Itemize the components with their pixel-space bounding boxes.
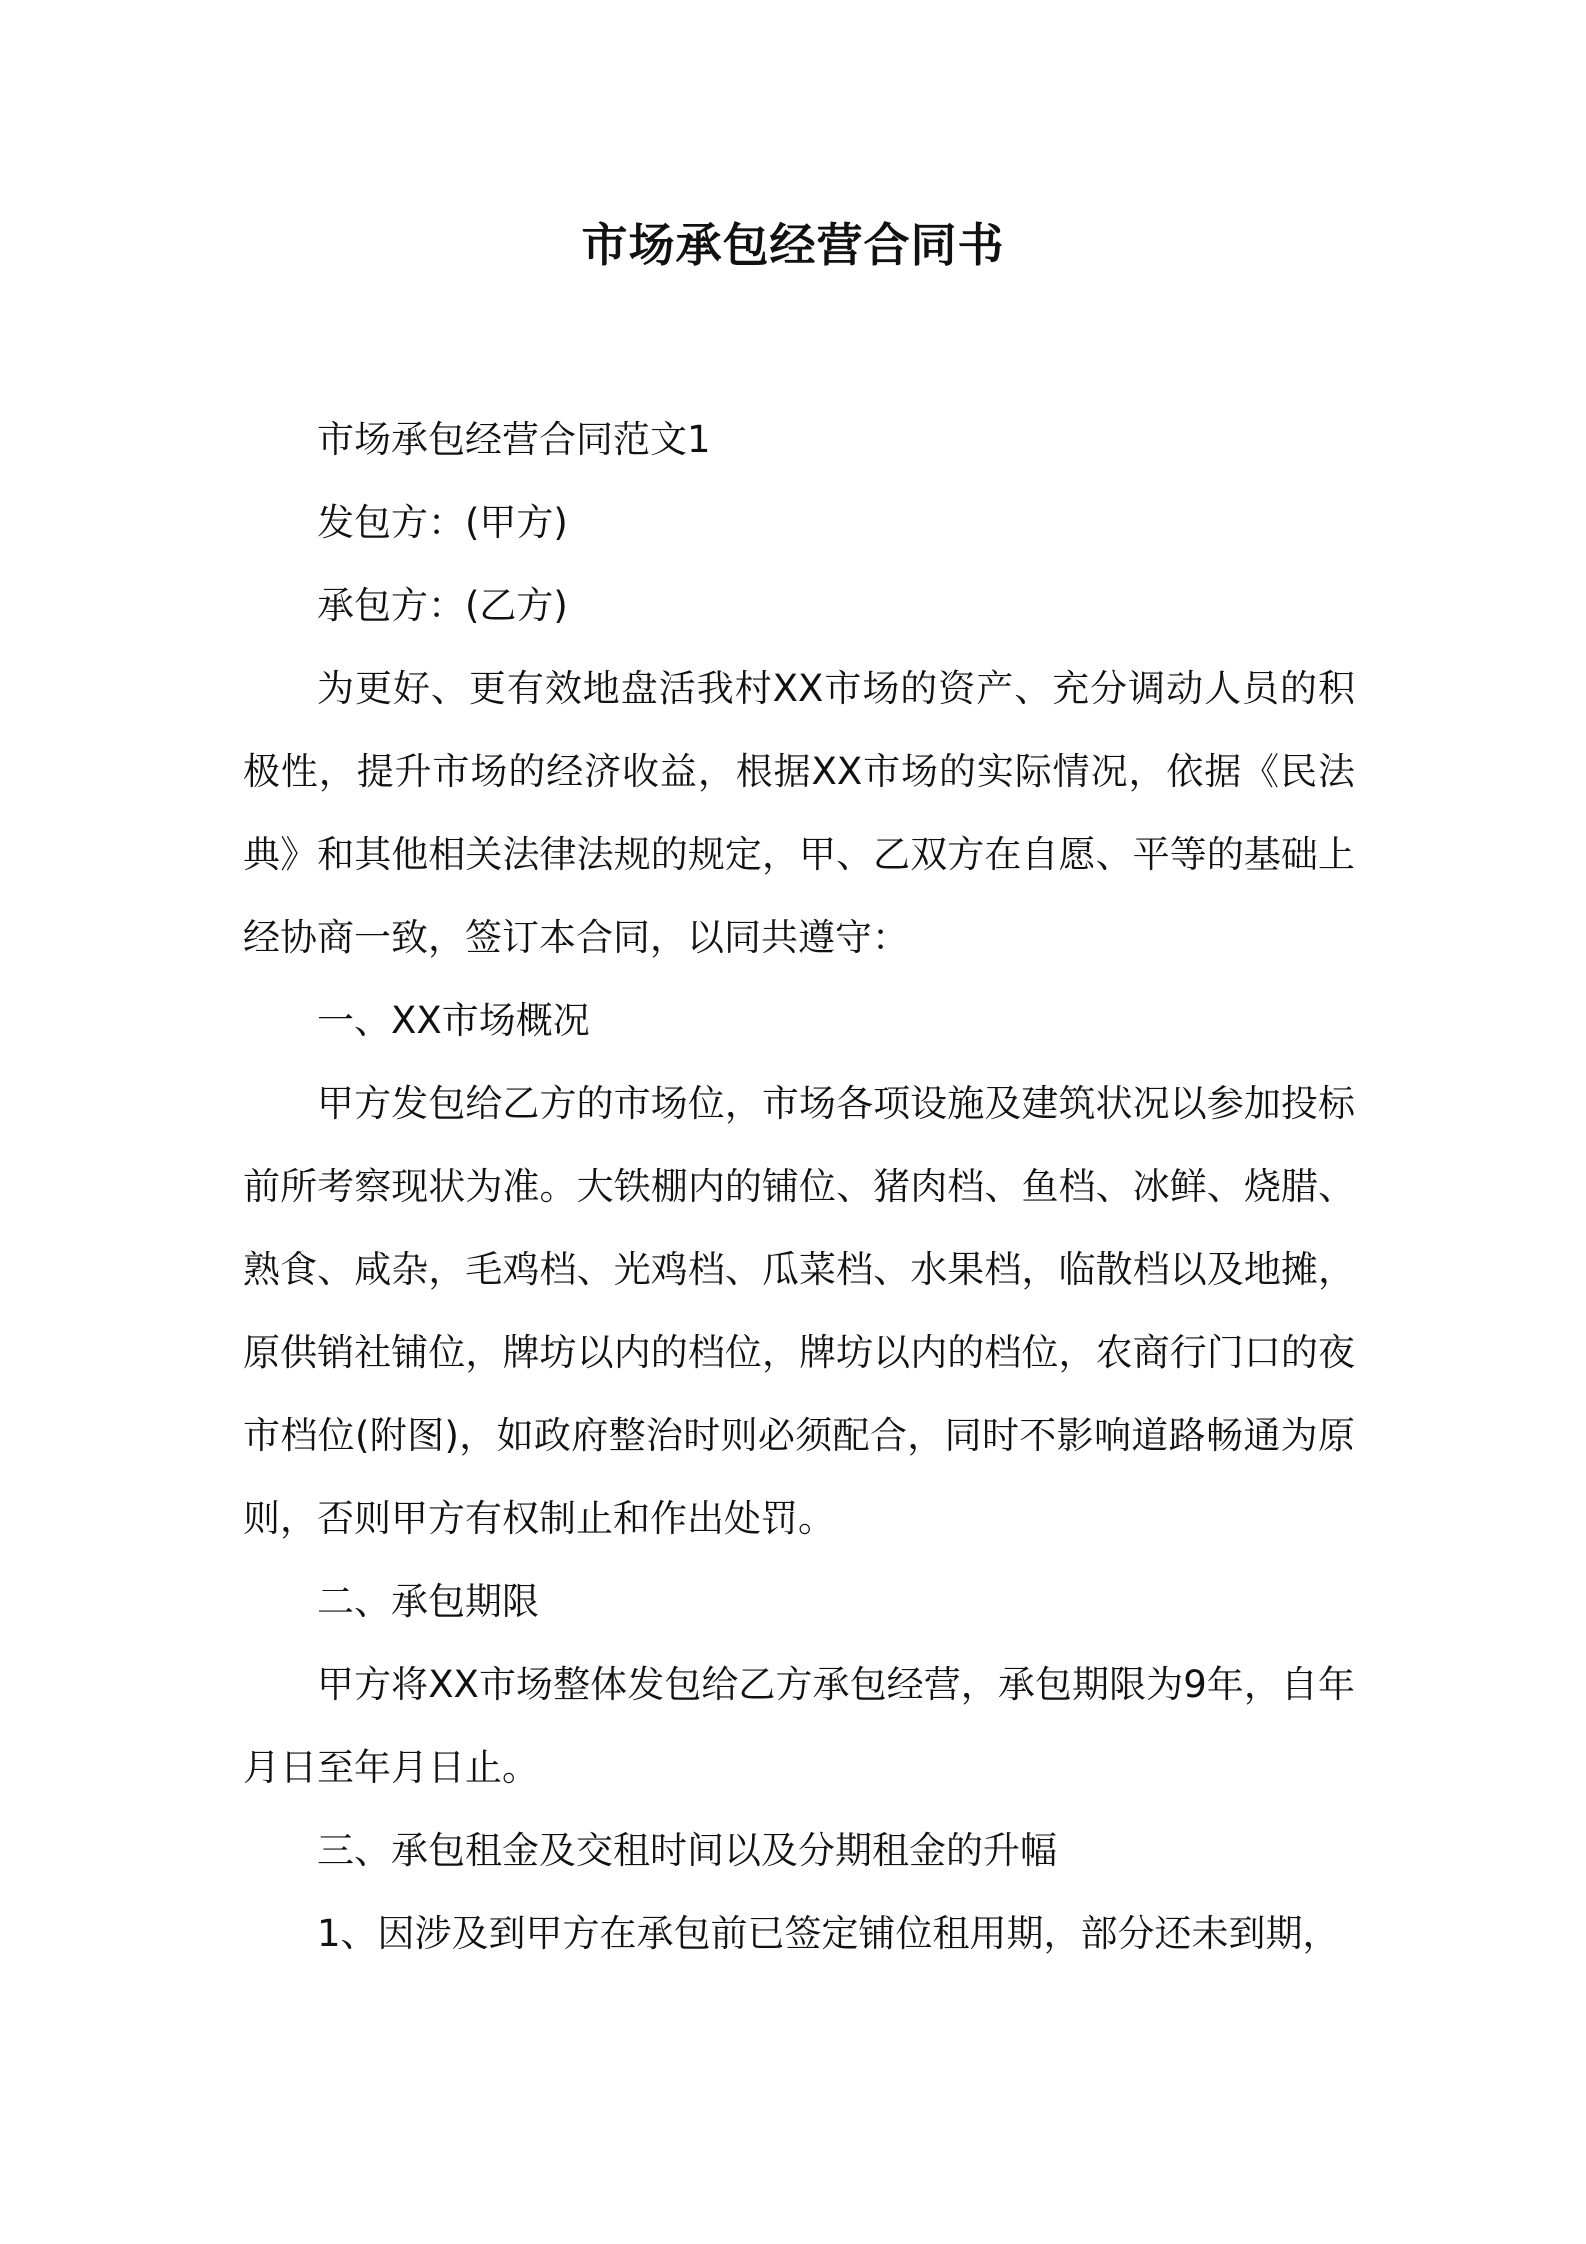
- section-heading-rent: 三、承包租金及交租时间以及分期租金的升幅: [317, 1829, 1057, 1872]
- paragraph-issuer: 发包方：(甲方): [317, 501, 568, 544]
- paragraph-rent-item-1: 1、因涉及到甲方在承包前已签定铺位租用期，部分还未到期，: [317, 1912, 1340, 1955]
- document-body: [243, 398, 1355, 1975]
- paragraph-preamble: 为更好、更有效地盘活我村XX市场的资产、充分调动人员的积极性，提升市场的经济收益，根据XX市场的实际情况，依据《民法典》和其他相关法律法规的规定，甲、乙双方在自愿、平等的基础上经协商一致，签订本合同，以同共遵守：: [243, 667, 1355, 959]
- paragraph-contract-term: 甲方将XX市场整体发包给乙方承包经营，承包期限为9年，自年月日至年月日止。: [243, 1663, 1355, 1789]
- paragraph-contractor: 承包方：(乙方): [317, 584, 568, 627]
- section-heading-contract-term: 二、承包期限: [317, 1580, 539, 1623]
- paragraph-market-overview: 甲方发包给乙方的市场位，市场各项设施及建筑状况以参加投标前所考察现状为准。大铁棚内的铺位、猪肉档、鱼档、冰鲜、烧腊、熟食、咸杂，毛鸡档、光鸡档、瓜菜档、水果档，临散档以及地摊，原供销社铺位，牌坊以内的档位，牌坊以内的档位，农商行门口的夜市档位(附图)，如政府整治时则必须配合，同时不影响道路畅通为原则，否则甲方有权制止和作出处罚。: [243, 1082, 1355, 1540]
- paragraph-subtitle: 市场承包经营合同范文1: [317, 418, 711, 461]
- document-title: 市场承包经营合同书: [581, 218, 1005, 272]
- section-heading-market-overview: 一、XX市场概况: [317, 999, 590, 1042]
